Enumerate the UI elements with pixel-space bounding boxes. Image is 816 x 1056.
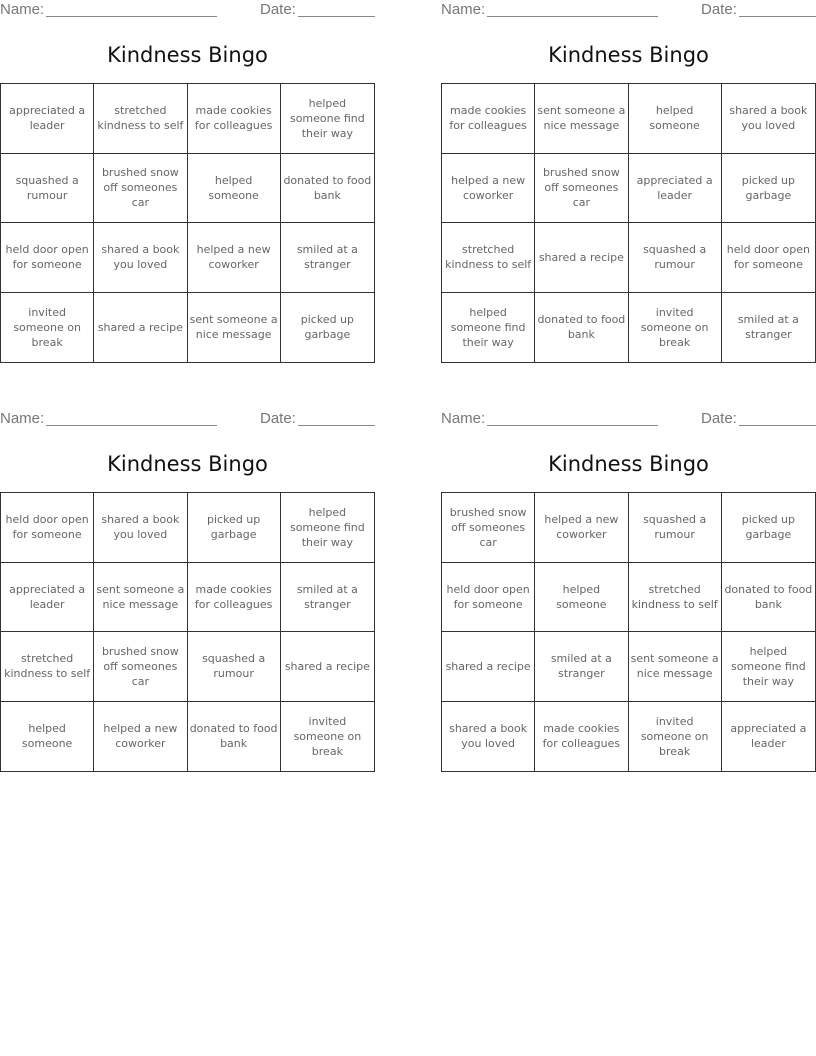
bingo-cell[interactable]: helped someone find their way	[281, 84, 374, 154]
bingo-cell[interactable]: picked up garbage	[188, 493, 281, 563]
name-line[interactable]	[46, 425, 217, 426]
bingo-cell[interactable]: shared a recipe	[535, 223, 628, 293]
bingo-cell[interactable]: picked up garbage	[722, 154, 815, 224]
bingo-cell[interactable]: sent someone a nice message	[535, 84, 628, 154]
bingo-card	[441, 409, 816, 784]
bingo-cell[interactable]: made cookies for colleagues	[188, 84, 281, 154]
card-title: Kindness Bingo	[548, 43, 709, 67]
bingo-cell[interactable]: shared a book you loved	[442, 702, 535, 772]
bingo-card	[441, 0, 816, 375]
date-line[interactable]	[739, 16, 816, 17]
bingo-cell[interactable]: helped a new coworker	[188, 223, 281, 293]
bingo-cell[interactable]: invited someone on break	[629, 702, 722, 772]
bingo-cell[interactable]: brushed snow off someones car	[442, 493, 535, 563]
bingo-cell[interactable]: helped someone	[629, 84, 722, 154]
card-title: Kindness Bingo	[107, 452, 268, 476]
bingo-cell[interactable]: squashed a rumour	[188, 632, 281, 702]
bingo-cell[interactable]: made cookies for colleagues	[442, 84, 535, 154]
bingo-cell[interactable]: helped a new coworker	[535, 493, 628, 563]
bingo-cell[interactable]: picked up garbage	[722, 493, 815, 563]
bingo-cell[interactable]: brushed snow off someones car	[94, 154, 187, 224]
bingo-card	[0, 409, 375, 784]
date-line[interactable]	[739, 425, 816, 426]
bingo-cell[interactable]: held door open for someone	[1, 223, 94, 293]
bingo-card	[0, 0, 375, 375]
bingo-cell[interactable]: picked up garbage	[300, 313, 354, 342]
bingo-cell[interactable]: shared a book you loved	[94, 223, 187, 293]
bingo-cell[interactable]: appreciated a leader	[1, 563, 94, 633]
bingo-cell[interactable]: appreciated a leader	[629, 154, 722, 224]
bingo-grid	[0, 83, 375, 363]
bingo-cell[interactable]: squashed a rumour	[629, 223, 722, 293]
bingo-cell[interactable]: donated to food bank	[535, 293, 628, 363]
date-label: Date:	[701, 410, 737, 427]
bingo-cell[interactable]: donated to food bank	[281, 154, 374, 224]
bingo-cell[interactable]: stretched kindness to self	[94, 84, 187, 154]
bingo-cell[interactable]: invited someone on break	[1, 293, 94, 363]
bingo-cell[interactable]: helped someone	[1, 702, 94, 772]
bingo-cell[interactable]: sent someone a nice message	[629, 632, 722, 702]
date-label: Date:	[260, 410, 296, 427]
bingo-cell[interactable]: helped a new coworker	[442, 154, 535, 224]
card-title: Kindness Bingo	[107, 43, 268, 67]
bingo-cell[interactable]: squashed a rumour	[1, 154, 94, 224]
bingo-cell[interactable]: shared a book you loved	[94, 493, 187, 563]
bingo-cell[interactable]: invited someone on break	[629, 293, 722, 363]
bingo-cell[interactable]: made cookies for colleagues	[535, 702, 628, 772]
bingo-cell[interactable]: smiled at a stranger	[535, 632, 628, 702]
bingo-cell[interactable]: appreciated a leader	[730, 722, 807, 751]
bingo-cell[interactable]: made cookies for colleagues	[188, 563, 281, 633]
date-label: Date:	[701, 1, 737, 18]
bingo-cell[interactable]: smiled at a stranger	[281, 563, 374, 633]
bingo-cell[interactable]: held door open for someone	[722, 223, 815, 293]
name-label: Name:	[441, 1, 486, 18]
bingo-cell[interactable]: held door open for someone	[1, 493, 94, 563]
bingo-grid	[441, 492, 816, 772]
name-line[interactable]	[487, 16, 658, 17]
bingo-cell[interactable]: stretched kindness to self	[629, 563, 722, 633]
bingo-cell[interactable]: helped someone find their way	[442, 293, 535, 363]
card-header	[0, 410, 375, 428]
bingo-grid	[441, 83, 816, 363]
bingo-cell[interactable]: sent someone a nice message	[94, 563, 187, 633]
name-line[interactable]	[487, 425, 658, 426]
bingo-cell[interactable]: helped a new coworker	[94, 702, 187, 772]
card-header	[441, 1, 816, 19]
bingo-cell[interactable]: shared a recipe	[442, 632, 535, 702]
bingo-cell[interactable]: donated to food bank	[722, 563, 815, 633]
name-label: Name:	[0, 1, 45, 18]
bingo-cell[interactable]: stretched kindness to self	[442, 223, 535, 293]
card-header	[0, 1, 375, 19]
name-label: Name:	[0, 410, 45, 427]
card-title: Kindness Bingo	[548, 452, 709, 476]
bingo-cell[interactable]: squashed a rumour	[629, 493, 722, 563]
bingo-grid	[0, 492, 375, 772]
date-line[interactable]	[298, 425, 375, 426]
bingo-cell[interactable]: donated to food bank	[188, 702, 281, 772]
bingo-cell[interactable]: shared a book you loved	[722, 84, 815, 154]
bingo-cell[interactable]: smiled at a stranger	[281, 223, 374, 293]
bingo-cell[interactable]: brushed snow off someones car	[535, 154, 628, 224]
date-line[interactable]	[298, 16, 375, 17]
bingo-cell[interactable]: shared a recipe	[281, 632, 374, 702]
bingo-cell[interactable]: helped someone	[535, 563, 628, 633]
date-label: Date:	[260, 1, 296, 18]
bingo-cell[interactable]: stretched kindness to self	[1, 632, 94, 702]
bingo-cell[interactable]: brushed snow off someones car	[94, 632, 187, 702]
bingo-cell[interactable]: invited someone on break	[293, 714, 362, 758]
card-header	[441, 410, 816, 428]
bingo-cell[interactable]: helped someone	[188, 154, 281, 224]
bingo-cell[interactable]: helped someone find their way	[722, 632, 815, 702]
bingo-cell[interactable]: shared a recipe	[94, 293, 187, 363]
bingo-cell[interactable]: held door open for someone	[442, 563, 535, 633]
bingo-cell[interactable]: helped someone find their way	[281, 493, 374, 563]
bingo-cell[interactable]: sent someone a nice message	[188, 293, 281, 363]
bingo-cell[interactable]: appreciated a leader	[1, 84, 94, 154]
name-line[interactable]	[46, 16, 217, 17]
name-label: Name:	[441, 410, 486, 427]
bingo-cell[interactable]: smiled at a stranger	[737, 313, 799, 342]
